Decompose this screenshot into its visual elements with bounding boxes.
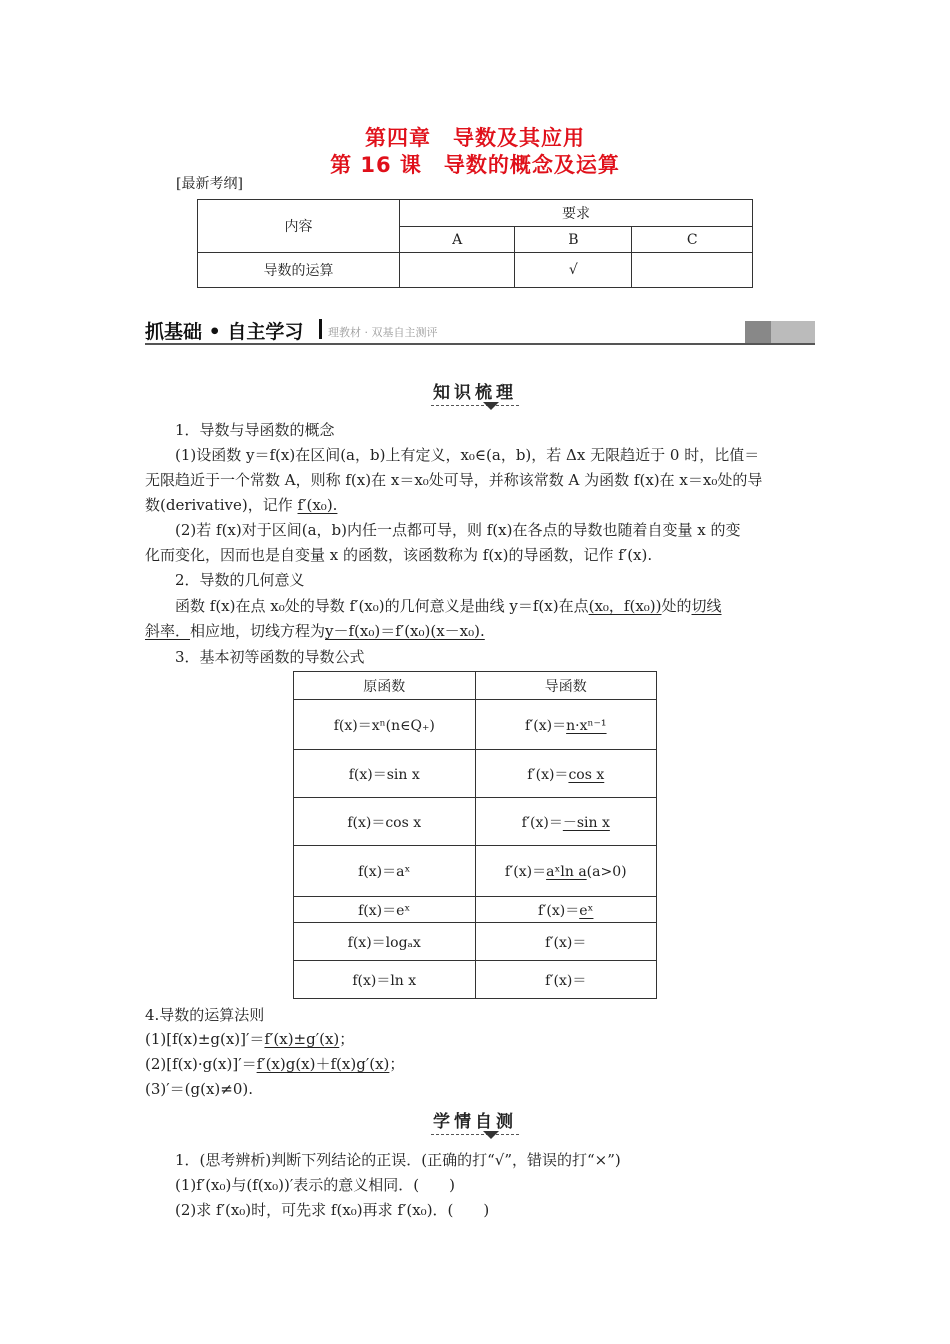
section-selftest (0, 1107, 950, 1135)
col-derivative: 导函数 (475, 672, 657, 700)
syllabus-table (197, 199, 753, 288)
rule2-lhs: (2)[f(x)·g(x)]′＝ (145, 1055, 257, 1073)
s1-p2a: (2)若 f(x)对于区间(a，b)内任一点都可导，则 f(x)在各点的导数也随着自变量 x 的变 (175, 521, 741, 539)
table-row (294, 897, 657, 923)
deriv-prefix: f′(x)＝ (545, 972, 587, 989)
derivative-formula-table (293, 671, 657, 999)
s4-heading: 4.导数的运算法则 (145, 1006, 265, 1024)
row-label: 导数的运算 (198, 253, 400, 288)
deriv-prefix: f′(x)＝ (504, 864, 547, 880)
deriv-answer: －sin x (562, 814, 610, 831)
rule1-lhs: (1)[f(x)±g(x)]′＝ (145, 1030, 265, 1048)
section-knowledge (0, 378, 950, 406)
deriv-prefix: f′(x)＝ (521, 814, 563, 831)
table-row (294, 923, 657, 961)
s2-ans-slope: 斜率． (145, 622, 191, 640)
s4-rule3: (3)′＝(g(x)≠0). (145, 1080, 254, 1098)
banner-block-dark (745, 321, 771, 343)
rule1-answer: f′(x)±g′(x) (264, 1030, 340, 1048)
banner-subtitle: 理教材 · 双基自主测评 (328, 326, 438, 339)
mark-b: √ (515, 253, 632, 288)
table-row (294, 750, 657, 798)
level-a: A (400, 227, 515, 253)
deriv-cell (475, 700, 657, 750)
rule1-end: ； (339, 1030, 355, 1048)
lesson-title: 第 16 课 导数的概念及运算 (330, 153, 620, 177)
deriv-prefix: f′(x)＝ (524, 717, 567, 734)
s1-p2b: 化而变化，因而也是自变量 x 的函数，该函数称为 f(x)的导函数，记作 f′(x). (145, 546, 653, 564)
s4-rule2 (145, 1052, 815, 1076)
banner-divider (319, 319, 322, 339)
s1-p1c-text: 数(derivative)，记作 (145, 496, 293, 514)
s2-heading: 2．导数的几何意义 (175, 571, 305, 589)
mark-c (632, 253, 753, 288)
section-knowledge-title: 知识梳理 (431, 378, 519, 406)
s2-ans-point: (x₀，f(x₀)) (588, 597, 662, 615)
fn-cell: f(x)＝xⁿ(n∈Q₊) (294, 700, 476, 750)
deriv-answer: eˣ (579, 902, 594, 919)
table-row (294, 798, 657, 846)
s1-heading: 1．导数与导函数的概念 (175, 421, 335, 439)
q1-item2: (2)求 f′(x₀)时，可先求 f(x₀)再求 f′(x₀)．( ) (175, 1201, 490, 1219)
deriv-answer: cos x (568, 766, 605, 783)
col-content-header: 内容 (198, 200, 400, 253)
col-original: 原函数 (294, 672, 476, 700)
fn-cell: f(x)＝sin x (294, 750, 476, 798)
s2-l2a: 相应地，切线方程为 (190, 622, 326, 640)
section-selftest-arrow (483, 1131, 499, 1139)
fn-cell: f(x)＝ln x (294, 961, 476, 999)
deriv-prefix: f′(x)＝ (527, 766, 569, 783)
q1-item1: (1)f′(x₀)与(f(x₀))′表示的意义相同．( ) (175, 1176, 455, 1194)
deriv-cell (475, 798, 657, 846)
deriv-answer: n·xⁿ⁻¹ (566, 717, 607, 734)
deriv-cell (475, 961, 657, 999)
s1-p1c (145, 493, 815, 517)
s2-line2 (145, 619, 815, 643)
s3-heading: 3．基本初等函数的导数公式 (175, 648, 365, 666)
deriv-prefix: f′(x)＝ (545, 934, 587, 951)
rule2-end: ； (389, 1055, 405, 1073)
section-banner (145, 315, 815, 345)
fn-cell: f(x)＝logₐx (294, 923, 476, 961)
table-row (294, 961, 657, 999)
fn-cell: f(x)＝cos x (294, 798, 476, 846)
s1-p1c-answer: f′(x₀). (297, 496, 338, 514)
table-row (294, 846, 657, 897)
s2-line1 (175, 594, 845, 618)
deriv-cell (475, 897, 657, 923)
chapter-title: 第四章 导数及其应用 (365, 126, 585, 150)
fn-cell: f(x)＝aˣ (294, 846, 476, 897)
deriv-cell (475, 750, 657, 798)
s2-l1b: 处的 (661, 597, 692, 615)
deriv-cell (475, 923, 657, 961)
level-b: B (515, 227, 632, 253)
rule2-answer: f′(x)g(x)＋f(x)g′(x) (256, 1055, 390, 1073)
deriv-prefix: f′(x)＝ (538, 902, 580, 919)
banner-block-light (771, 321, 815, 343)
level-c: C (632, 227, 753, 253)
s1-p1b: 无限趋近于一个常数 A，则称 f(x)在 x＝x₀处可导，并称该常数 A 为函数 f(x)在 x＝x₀处的导 (145, 471, 763, 489)
syllabus-label: [最新考纲] (176, 176, 243, 192)
q1: 1．(思考辨析)判断下列结论的正误．(正确的打“√”，错误的打“×”) (175, 1151, 621, 1169)
deriv-suffix: (a>0) (586, 864, 627, 880)
section-knowledge-arrow (483, 402, 499, 410)
mark-a (400, 253, 515, 288)
s1-p1a: (1)设函数 y＝f(x)在区间(a，b)上有定义，x₀∈(a，b)，若 Δx 无限趋近于 0 时，比值＝ (175, 446, 760, 464)
deriv-cell (475, 846, 657, 897)
banner-rule (145, 343, 815, 345)
s2-ans-tangent: 切线 (691, 597, 722, 615)
s2-ans-equation: y－f(x₀)＝f′(x₀)(x－x₀). (325, 622, 485, 640)
s2-l1a: 函数 f(x)在点 x₀处的导数 f′(x₀)的几何意义是曲线 y＝f(x)在点 (175, 597, 589, 615)
col-req-header: 要求 (400, 200, 753, 227)
fn-cell: f(x)＝eˣ (294, 897, 476, 923)
deriv-answer: aˣln a (546, 864, 587, 880)
table-row (294, 700, 657, 750)
s4-rule1 (145, 1027, 815, 1051)
banner-title: 抓基础 • 自主学习 (145, 321, 304, 343)
section-selftest-title: 学情自测 (431, 1107, 519, 1135)
